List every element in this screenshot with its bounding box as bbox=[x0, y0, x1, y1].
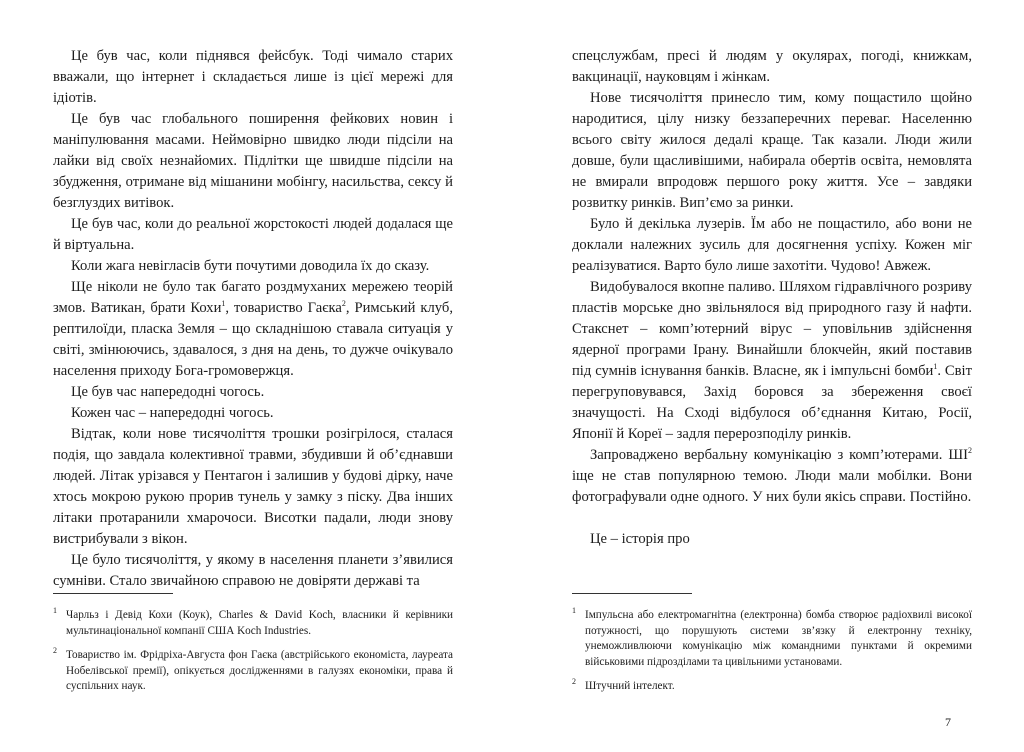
paragraph bbox=[53, 277, 453, 382]
paragraph: Це – історія про bbox=[590, 531, 690, 547]
paragraph-text: , Римський клуб, рептилоїди, пласка Земля – що складнішою ставала ситуація у світі, змінюючись, здавалося, з дня на день, то дужче очікувало населення приходу Бога-громовержця. bbox=[53, 300, 453, 379]
paragraph bbox=[572, 277, 972, 445]
footnote-ref[interactable]: 1 bbox=[933, 362, 938, 372]
footnote-divider bbox=[572, 593, 692, 594]
page-number: 7 bbox=[945, 715, 951, 729]
footnote-text: Імпульсна або електромагнітна (електронна) бомба створює радіохвилі високої потужності, що порушують системи зв’язку й електронну техніку, унеможливлюючи комунікацію між командними пунктами й окремими військовими підрозділами та цивільними установами. bbox=[585, 609, 972, 668]
right-page-body bbox=[572, 46, 972, 550]
paragraph bbox=[572, 445, 972, 508]
footnote-ref[interactable]: 2 bbox=[968, 446, 972, 456]
left-page-body bbox=[53, 46, 453, 592]
footnote-number: 2 bbox=[572, 677, 576, 687]
paragraph: Це був час, коли до реальної жорстокості людей додалася ще й віртуальна. bbox=[53, 216, 453, 253]
footnote-divider bbox=[53, 593, 173, 594]
footnote-text: Товариство ім. Фрідріха-Августа фон Гаєка (австрійського економіста, лауреата Нобелівської премії), опікується дослідженнями в галузях економіки, права й суспільних наук. bbox=[66, 649, 453, 693]
footnote-ref[interactable]: 2 bbox=[341, 299, 346, 309]
left-page bbox=[53, 0, 453, 752]
paragraph-text: Видобувалося вкопне паливо. Шляхом гідравлічного розриву пластів морське дно звільнялося від природного газу й нафти. Стакснет – комп’ютерний вірус – уповільнив здійснення ядерної програми Ірану. Винайшли блокчейн, який поставив під сумнів існування банків. Власне, як і імпульсні бомби bbox=[572, 279, 972, 379]
footnote bbox=[572, 608, 972, 670]
paragraph-text: , товариство Гаєка bbox=[225, 300, 342, 316]
footnote-text: Штучний інтелект. bbox=[585, 680, 675, 693]
paragraph: Нове тисячоліття принесло тим, кому пощастило щойно народитися, цілу низку беззаперечних переваг. Населенню всього світу жилося дедалі краще. Так казали. Люди жили довше, були щасливішими, набирала обертів освіта, немовлята не вмирали впродовж першого року життя. Усе – завдяки розвитку ринків. Вип’ємо за ринки. bbox=[572, 90, 972, 211]
paragraph: Відтак, коли нове тисячоліття трошки розігрілося, сталася подія, що завдала колективної травми, збудивши й об’єднавши людей. Літак урізався у Пентагон і залишив у будові дірку, наче хтось мокрою рукою прорив тунель у замку з піску. Два інших літаки протаранили хмарочоси. Висотки падали, люди знову вистрибували з вікон. bbox=[53, 426, 453, 547]
right-footnotes bbox=[572, 593, 972, 704]
footnote bbox=[572, 679, 972, 695]
footnote-text: Чарльз і Девід Кохи (Коук), Charles & David Koch, власники й керівники мультинаціональної компанії США Koch Industries. bbox=[66, 609, 453, 637]
footnote bbox=[53, 608, 453, 639]
paragraph-text: Ще ніколи не було так багато роздмуханих мережею теорій змов. Ватикан, брати Кохи bbox=[53, 279, 453, 316]
footnote-number: 1 bbox=[572, 606, 576, 615]
paragraph-text: Запроваджено вербальну комунікацію з комп’ютерами. ШІ bbox=[590, 447, 968, 463]
paragraph: Це було тисячоліття, у якому в населення планети з’явилися сумніви. Стало звичайною справою не довіряти державі та bbox=[53, 552, 453, 589]
right-page bbox=[572, 0, 972, 752]
footnote-ref[interactable]: 1 bbox=[221, 299, 226, 309]
paragraph: Коли жага невігласів бути почутими доводила їх до сказу. bbox=[71, 258, 430, 274]
paragraph: Це був час, коли піднявся фейсбук. Тоді чимало старих вважали, що інтернет і складається лише із цієї мережі для ідіотів. bbox=[53, 48, 453, 106]
paragraph: Кожен час – напередодні чогось. bbox=[71, 405, 274, 421]
paragraph-text: іще не став популярною темою. Люди мали мобілки. Вони фотографували одне одного. У них були якісь справи. Постійно. bbox=[572, 468, 972, 505]
paragraph: Було й декілька лузерів. Їм або не пощастило, або вони не доклали належних зусиль для досягнення успіху. Кожен міг реалізуватися. Варто було лише захотіти. Чудово! Авжеж. bbox=[572, 216, 972, 274]
footnote-number: 1 bbox=[53, 606, 57, 615]
paragraph: спецслужбам, пресі й людям у окулярах, погоді, книжкам, вакцинації, науковцям і жінкам. bbox=[572, 48, 972, 85]
paragraph: Це був час глобального поширення фейкових новин і маніпулювання масами. Неймовірно швидко люди підсіли на лайки від своїх незнайомих. Підлітки ще швидше підсіли на збудження, отримане від мішанини мобінгу, насильства, сексу й безглуздих витівок. bbox=[53, 111, 453, 211]
paragraph-text: . Світ перегруповувався, Захід боровся за збереження своєї значущості. На Сході відбулося об’єднання Китаю, Росії, Японії й Кореї – задля перерозподілу ринків. bbox=[572, 363, 972, 442]
footnote bbox=[53, 648, 453, 695]
footnote-number: 2 bbox=[53, 646, 57, 656]
left-footnotes bbox=[53, 593, 453, 704]
paragraph: Це був час напередодні чогось. bbox=[71, 384, 265, 400]
